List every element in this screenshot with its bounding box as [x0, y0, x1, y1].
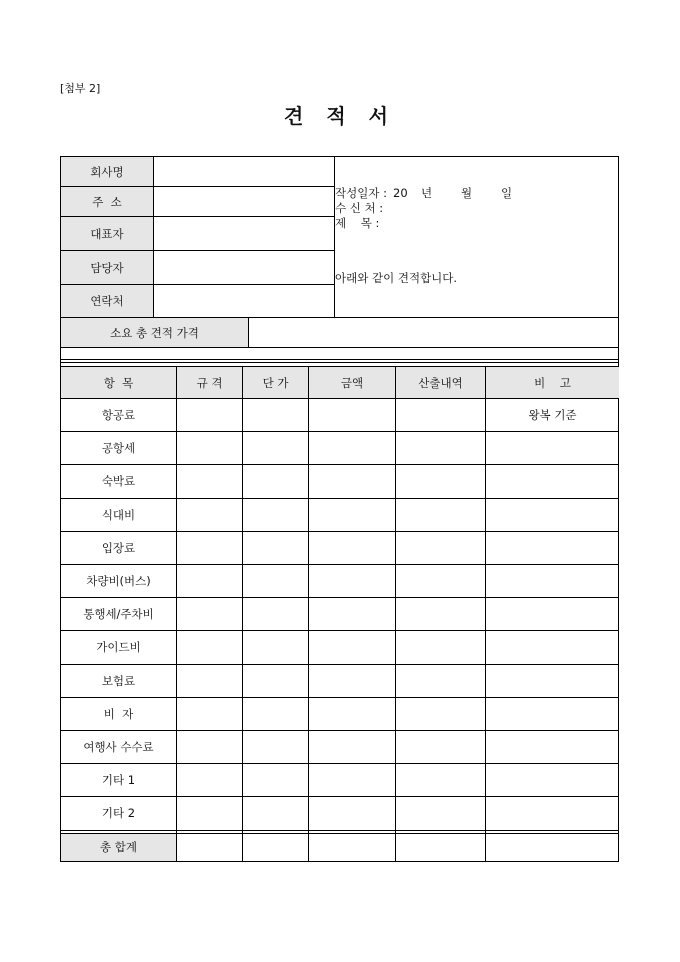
table-column-divider — [176, 366, 177, 862]
table-row-note — [486, 432, 619, 464]
table-row-item: 항공료 — [101, 408, 136, 423]
header-field-label: 회사명 — [61, 157, 153, 186]
table-row-note — [486, 797, 619, 829]
table-row-item: 입장료 — [101, 540, 136, 555]
estimate-statement: 아래와 같이 견적합니다. — [335, 271, 458, 285]
header-divider — [334, 156, 335, 317]
attachment-label: [첨부 2] — [60, 82, 101, 95]
header-rule — [60, 250, 334, 251]
table-row-item: 차량비(버스) — [86, 574, 151, 589]
table-column-divider — [485, 366, 486, 862]
table-header-cell: 산출내역 — [396, 367, 485, 398]
table-row-item: 가이드비 — [96, 640, 141, 655]
table-row-note — [486, 631, 619, 663]
date-label: 작성일자 : — [335, 186, 387, 200]
day-label: 일 — [501, 186, 513, 200]
table-total-label: 총 합계 — [61, 834, 176, 861]
date-row — [335, 186, 512, 201]
table-header-cell: 항 목 — [61, 367, 176, 398]
table-row-item: 숙박료 — [101, 474, 136, 489]
month-label: 월 — [461, 186, 473, 200]
total-estimate-label: 소요 총 견적 가격 — [61, 318, 248, 347]
recipient-row — [335, 201, 512, 216]
header-field-label: 연락처 — [61, 285, 153, 317]
table-row-note — [486, 499, 619, 531]
table-row-item: 비 자 — [103, 706, 134, 721]
header-rule — [60, 284, 334, 285]
separator-rule — [60, 347, 619, 348]
table-row-note — [486, 698, 619, 730]
recipient-label: 수 신 처 : — [335, 201, 384, 215]
header-rule — [60, 216, 334, 217]
table-row-item: 공항세 — [101, 441, 136, 456]
total-estimate-value — [249, 318, 618, 347]
table-header-cell: 규 격 — [177, 367, 242, 398]
date-prefix: 20 — [393, 186, 408, 200]
table-row-item: 식대비 — [101, 507, 136, 522]
table-row-item: 여행사 수수료 — [83, 740, 154, 755]
header-field-label: 대표자 — [61, 217, 153, 250]
table-row-item: 기타 1 — [101, 773, 136, 788]
table-row-note: 왕복 기준 — [528, 408, 577, 423]
table-row-note — [486, 764, 619, 796]
document-title: 견 적 서 — [284, 104, 396, 128]
header-divider — [153, 156, 154, 317]
header-field-label: 주 소 — [61, 187, 153, 216]
table-row-note — [486, 731, 619, 763]
table-header-cell: 금액 — [309, 367, 395, 398]
header-field-label: 담당자 — [61, 251, 153, 284]
table-row-note — [486, 565, 619, 597]
table-row-note — [486, 598, 619, 630]
table-row-note — [486, 532, 619, 564]
table-row-note — [486, 665, 619, 697]
subject-row — [335, 216, 512, 231]
table-row-item: 보험료 — [101, 673, 136, 688]
table-row-item: 기타 2 — [101, 806, 136, 821]
table-total-rule — [60, 830, 619, 831]
table-row-item: 통행세/주차비 — [83, 607, 154, 622]
separator-rule — [60, 362, 619, 363]
subject-label: 제 목 : — [335, 216, 380, 230]
year-label: 년 — [421, 186, 433, 200]
table-column-divider — [242, 366, 243, 862]
table-row-note — [486, 465, 619, 497]
separator-rule — [60, 359, 619, 360]
table-header-cell: 비 고 — [486, 367, 619, 398]
header-rule — [60, 186, 334, 187]
table-column-divider — [308, 366, 309, 862]
table-column-divider — [395, 366, 396, 862]
table-header-cell: 단 가 — [243, 367, 308, 398]
info-block — [335, 186, 512, 231]
